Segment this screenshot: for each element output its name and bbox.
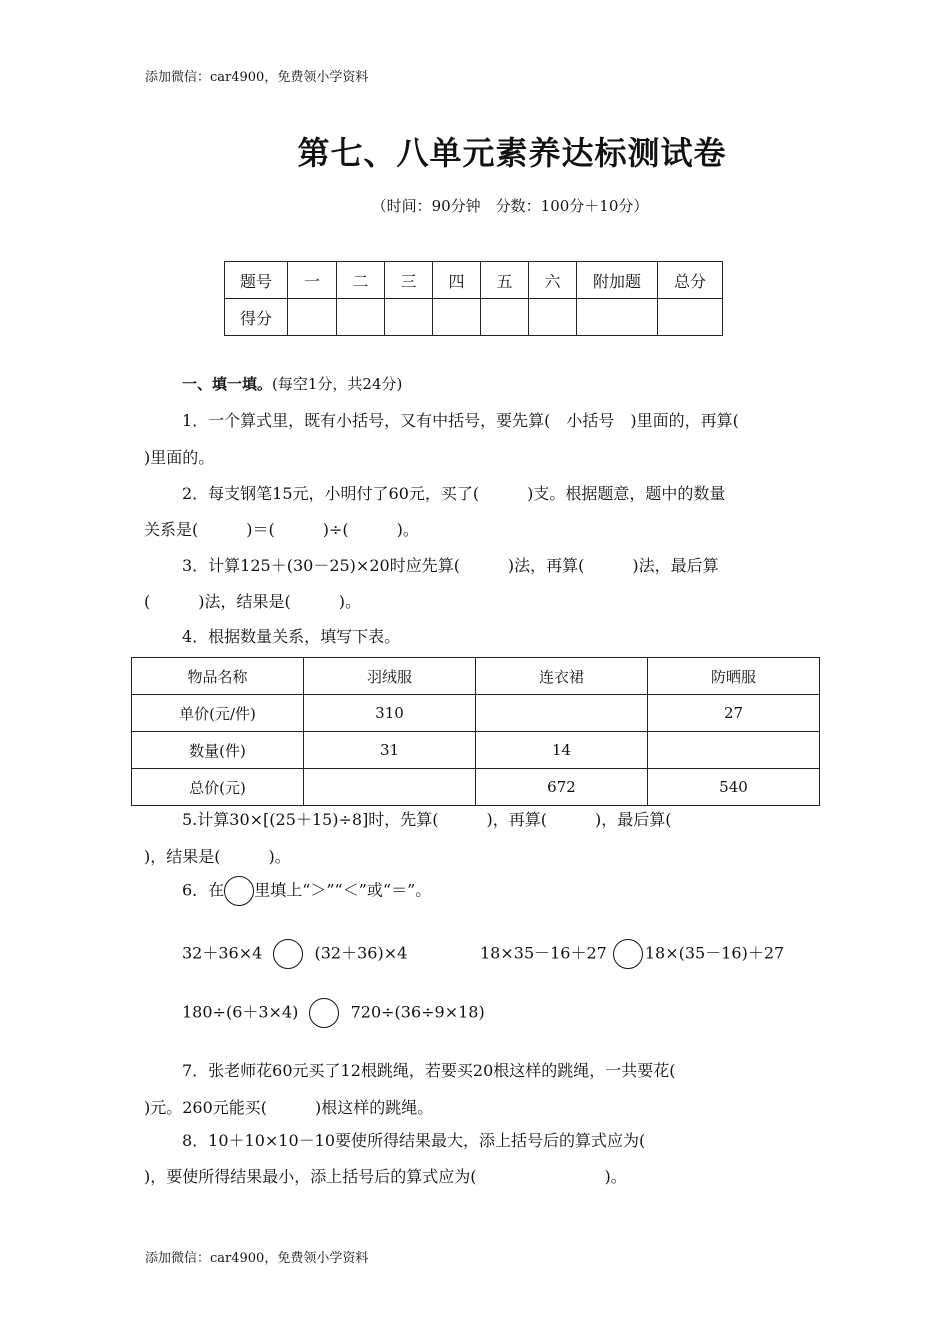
circle-icon — [224, 876, 254, 906]
compare-right: 720÷(36÷9×18) — [350, 1002, 485, 1022]
q3-line2: ( )法，结果是( )。 — [144, 592, 361, 611]
score-blank-cell[interactable] — [288, 299, 337, 336]
q2-line1: 2．每支钢笔15元，小明付了60元，买了( )支。根据题意，题中的数量 — [182, 484, 726, 503]
q4-text: 4．根据数量关系，填写下表。 — [182, 627, 401, 646]
score-table-cell: 一 — [288, 262, 337, 299]
q6-suffix: 里填上“＞”“＜”或“＝”。 — [254, 880, 432, 900]
q6-instruction — [182, 876, 431, 906]
footer-note: 添加微信：car4900，免费领小学资料 — [145, 1251, 369, 1266]
price-cell[interactable] — [648, 732, 820, 769]
compare-left: 32＋36×4 — [182, 943, 263, 963]
q6-compare-c — [182, 998, 485, 1028]
compare-circle-input[interactable] — [309, 998, 339, 1028]
score-row-label: 得分 — [225, 299, 288, 336]
price-header-cell: 连衣裙 — [476, 658, 648, 695]
q5-line2: )，结果是( )。 — [144, 847, 291, 866]
q2-line2: 关系是( )＝( )÷( )。 — [144, 520, 419, 539]
price-cell: 672 — [476, 769, 648, 806]
score-table-cell: 总分 — [658, 262, 723, 299]
price-table-row — [132, 732, 820, 769]
price-table-row — [132, 695, 820, 732]
section-heading — [182, 373, 402, 394]
score-table-header-row — [225, 262, 723, 299]
score-table-score-row — [225, 299, 723, 336]
compare-left: 180÷(6＋3×4) — [182, 1002, 299, 1022]
compare-circle-input[interactable] — [613, 939, 643, 969]
score-table — [224, 261, 723, 336]
score-table-cell: 题号 — [225, 262, 288, 299]
compare-left: 18×35－16＋27 — [480, 943, 607, 963]
header-note: 添加微信：car4900，免费领小学资料 — [145, 70, 369, 85]
score-table-cell: 五 — [481, 262, 529, 299]
compare-right: 18×(35－16)＋27 — [644, 943, 785, 963]
q8-line1: 8．10＋10×10－10要使所得结果最大，添上括号后的算式应为( — [182, 1131, 646, 1150]
q6-compare-a — [182, 939, 407, 969]
q8-line2: )，要使所得结果最小，添上括号后的算式应为( )。 — [144, 1167, 627, 1186]
q3-line1: 3．计算125＋(30－25)×20时应先算( )法，再算( )法，最后算 — [182, 556, 719, 575]
score-table-cell: 六 — [529, 262, 577, 299]
price-cell: 单价(元/件) — [132, 695, 304, 732]
q1-line2: )里面的。 — [144, 448, 215, 467]
compare-right: (32＋36)×4 — [314, 943, 408, 963]
score-blank-cell[interactable] — [658, 299, 723, 336]
price-header-cell: 羽绒服 — [304, 658, 476, 695]
price-header-cell: 物品名称 — [132, 658, 304, 695]
price-cell[interactable] — [304, 769, 476, 806]
score-table-cell: 四 — [433, 262, 481, 299]
price-header-cell: 防晒服 — [648, 658, 820, 695]
price-table-header — [132, 658, 820, 695]
q6-compare-b — [480, 939, 784, 969]
price-cell: 310 — [304, 695, 476, 732]
price-cell: 14 — [476, 732, 648, 769]
score-table-cell: 附加题 — [577, 262, 658, 299]
score-blank-cell[interactable] — [433, 299, 481, 336]
score-blank-cell[interactable] — [529, 299, 577, 336]
price-cell: 27 — [648, 695, 820, 732]
score-blank-cell[interactable] — [481, 299, 529, 336]
price-cell: 数量(件) — [132, 732, 304, 769]
score-blank-cell[interactable] — [577, 299, 658, 336]
score-blank-cell[interactable] — [337, 299, 385, 336]
price-table — [131, 657, 820, 806]
q5-line1: 5.计算30×[(25＋15)÷8]时，先算( )，再算( )，最后算( — [182, 810, 672, 829]
q7-line2: )元。260元能买( )根这样的跳绳。 — [144, 1098, 434, 1117]
section-note: (每空1分，共24分) — [272, 375, 403, 393]
price-cell: 总价(元) — [132, 769, 304, 806]
score-table-cell: 二 — [337, 262, 385, 299]
compare-circle-input[interactable] — [273, 939, 303, 969]
section-title: 一、填一填。 — [182, 375, 273, 393]
q1-line1: 1．一个算式里，既有小括号，又有中括号，要先算( 小括号 )里面的，再算( — [182, 411, 739, 430]
score-table-cell: 三 — [385, 262, 433, 299]
price-table-row — [132, 769, 820, 806]
score-blank-cell[interactable] — [385, 299, 433, 336]
q7-line1: 7．张老师花60元买了12根跳绳，若要买20根这样的跳绳，一共要花( — [182, 1061, 676, 1080]
price-cell: 540 — [648, 769, 820, 806]
price-cell[interactable] — [476, 695, 648, 732]
q6-prefix: 6．在 — [182, 880, 225, 900]
page-title: 第七、八单元素养达标测试卷 — [297, 134, 727, 172]
page-subtitle: （时间：90分钟 分数：100分＋10分） — [371, 197, 649, 215]
price-cell: 31 — [304, 732, 476, 769]
